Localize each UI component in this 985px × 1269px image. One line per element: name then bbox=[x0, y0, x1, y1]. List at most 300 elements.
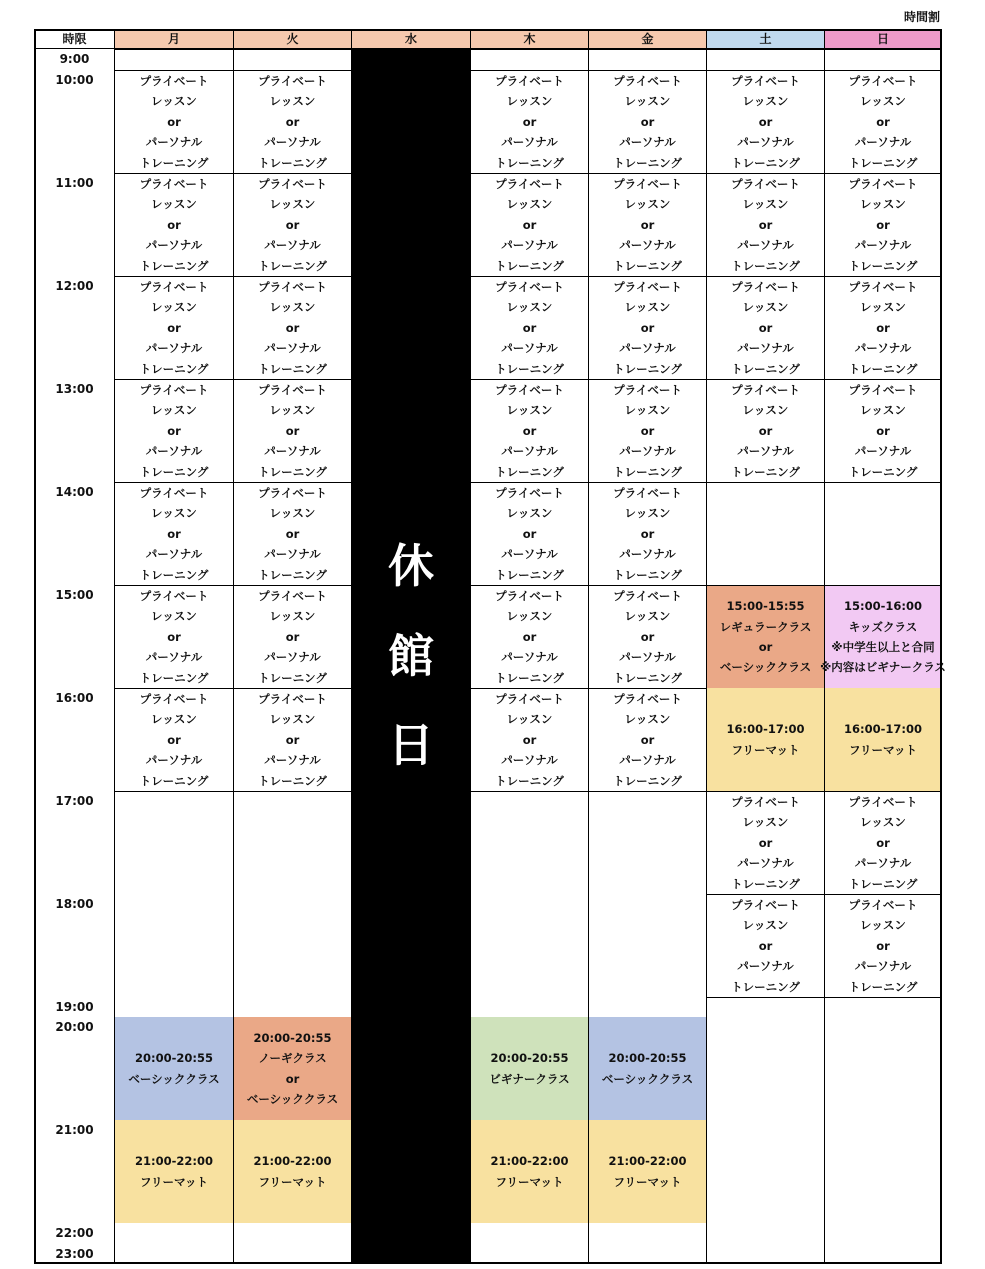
private-lesson-slot-line: プライベート bbox=[139, 588, 209, 603]
private-lesson-slot-line: トレーニング bbox=[258, 773, 327, 788]
header-day-1: 月 bbox=[114, 29, 233, 49]
private-lesson-slot-line: レッスン bbox=[742, 403, 789, 418]
class-20-slot-line: ノーギクラス bbox=[258, 1051, 327, 1066]
private-lesson-slot-line: レッスン bbox=[860, 300, 906, 315]
private-lesson-slot-line: パーソナル bbox=[145, 238, 203, 253]
closed-day-column-line: 館 bbox=[388, 628, 434, 683]
private-lesson-slot-line: パーソナル bbox=[501, 341, 558, 356]
private-lesson-slot-line: パーソナル bbox=[264, 238, 321, 253]
private-lesson-slot-line: レッスン bbox=[151, 94, 197, 109]
private-lesson-slot-line: トレーニング bbox=[848, 361, 918, 376]
private-lesson-slot-line: or bbox=[876, 938, 890, 953]
private-lesson-slot-line: トレーニング bbox=[731, 155, 800, 170]
private-lesson-slot-line: パーソナル bbox=[501, 650, 558, 665]
private-lesson-slot-line: パーソナル bbox=[854, 444, 912, 459]
private-lesson-slot-line: トレーニング bbox=[613, 567, 682, 582]
private-lesson-slot-line: レッスン bbox=[269, 94, 316, 109]
private-lesson-slot-line: or bbox=[285, 114, 300, 129]
private-lesson-slot bbox=[470, 379, 588, 482]
private-lesson-slot bbox=[470, 70, 588, 173]
private-lesson-slot-line: プライベート bbox=[613, 176, 682, 191]
free-mat-21-slot bbox=[233, 1120, 351, 1223]
private-lesson-slot-line: プライベート bbox=[848, 794, 918, 809]
empty-late-slot bbox=[588, 1223, 706, 1264]
empty-14-slot bbox=[824, 482, 942, 585]
private-lesson-slot-line: トレーニング bbox=[495, 155, 564, 170]
private-lesson-slot-line: パーソナル bbox=[145, 753, 203, 768]
private-lesson-slot-line: レッスン bbox=[624, 609, 671, 624]
kids-class-slot-line: キッズクラス bbox=[848, 619, 918, 634]
private-lesson-slot-line: or bbox=[640, 114, 655, 129]
kids-class-slot-line: ※中学生以上と合同 bbox=[831, 640, 935, 654]
private-lesson-slot-line: パーソナル bbox=[737, 959, 794, 974]
private-lesson-slot-line: パーソナル bbox=[264, 753, 321, 768]
private-lesson-slot-line: プライベート bbox=[258, 485, 327, 500]
private-lesson-slot-line: プライベート bbox=[258, 382, 327, 397]
private-lesson-slot-line: プライベート bbox=[731, 794, 800, 809]
private-lesson-slot-line: トレーニング bbox=[495, 361, 564, 376]
private-lesson-slot-line: or bbox=[522, 320, 537, 335]
private-lesson-slot bbox=[114, 173, 233, 276]
private-lesson-slot-line: パーソナル bbox=[619, 444, 676, 459]
empty-evening-slot bbox=[824, 997, 942, 1264]
private-lesson-slot-line: トレーニング bbox=[848, 876, 918, 891]
private-lesson-slot bbox=[114, 276, 233, 379]
private-lesson-slot-line: トレーニング bbox=[139, 670, 209, 685]
time-label-11: 20:00 bbox=[34, 1017, 114, 1120]
private-lesson-slot-line: パーソナル bbox=[854, 959, 912, 974]
private-lesson-slot-line: パーソナル bbox=[264, 650, 321, 665]
private-lesson-slot bbox=[824, 70, 942, 173]
private-lesson-slot-line: パーソナル bbox=[854, 135, 912, 150]
private-lesson-slot bbox=[706, 791, 824, 894]
private-lesson-slot-line: レッスン bbox=[151, 506, 197, 521]
private-lesson-slot-line: レッスン bbox=[506, 403, 553, 418]
private-lesson-slot-line: パーソナル bbox=[264, 135, 321, 150]
private-lesson-slot-line: トレーニング bbox=[848, 155, 918, 170]
private-lesson-slot-line: レッスン bbox=[151, 403, 197, 418]
closed-day-column bbox=[351, 49, 470, 1264]
time-label-10: 19:00 bbox=[34, 997, 114, 1017]
private-lesson-slot bbox=[824, 173, 942, 276]
free-mat-21-slot bbox=[470, 1120, 588, 1223]
class-20-slot bbox=[588, 1017, 706, 1120]
private-lesson-slot bbox=[824, 791, 942, 894]
private-lesson-slot-line: パーソナル bbox=[264, 547, 321, 562]
free-mat-21-slot-line: 21:00-22:00 bbox=[135, 1154, 213, 1169]
private-lesson-slot-line: プライベート bbox=[731, 279, 800, 294]
private-lesson-slot-line: トレーニング bbox=[613, 155, 682, 170]
private-lesson-slot-line: パーソナル bbox=[619, 135, 676, 150]
private-lesson-slot-line: トレーニング bbox=[258, 464, 327, 479]
private-lesson-slot-line: レッスン bbox=[506, 94, 553, 109]
private-lesson-slot-line: トレーニング bbox=[139, 258, 209, 273]
private-lesson-slot-line: レッスン bbox=[151, 197, 197, 212]
private-lesson-slot-line: トレーニング bbox=[495, 258, 564, 273]
empty-evening-slot bbox=[706, 997, 824, 1264]
header-day-2: 火 bbox=[233, 29, 351, 49]
free-mat-21-slot-line: 21:00-22:00 bbox=[608, 1154, 687, 1169]
private-lesson-slot-line: or bbox=[167, 526, 181, 541]
private-lesson-slot bbox=[470, 585, 588, 688]
private-lesson-slot-line: プライベート bbox=[731, 176, 800, 191]
private-lesson-slot-line: プライベート bbox=[139, 382, 209, 397]
private-lesson-slot-line: パーソナル bbox=[145, 444, 203, 459]
private-lesson-slot-line: パーソナル bbox=[145, 650, 203, 665]
private-lesson-slot-line: プライベート bbox=[258, 588, 327, 603]
private-lesson-slot-line: パーソナル bbox=[501, 238, 558, 253]
private-lesson-slot-line: プライベート bbox=[731, 73, 800, 88]
private-lesson-slot-line: or bbox=[758, 938, 773, 953]
private-lesson-slot-line: or bbox=[876, 423, 890, 438]
private-lesson-slot-line: or bbox=[640, 526, 655, 541]
time-label-4: 13:00 bbox=[34, 379, 114, 482]
time-label-0: 9:00 bbox=[34, 49, 114, 70]
private-lesson-slot-line: トレーニング bbox=[731, 979, 800, 994]
time-label-6: 15:00 bbox=[34, 585, 114, 688]
private-lesson-slot-line: or bbox=[522, 423, 537, 438]
private-lesson-slot-line: トレーニング bbox=[613, 670, 682, 685]
free-mat-21-slot bbox=[114, 1120, 233, 1223]
empty-late-slot bbox=[233, 1223, 351, 1264]
private-lesson-slot-line: or bbox=[285, 320, 300, 335]
private-lesson-slot-line: トレーニング bbox=[495, 773, 564, 788]
private-lesson-slot-line: or bbox=[522, 526, 537, 541]
private-lesson-slot-line: レッスン bbox=[151, 609, 197, 624]
private-lesson-slot-line: レッスン bbox=[269, 197, 316, 212]
private-lesson-slot bbox=[233, 482, 351, 585]
class-20-slot-line: 20:00-20:55 bbox=[490, 1051, 569, 1066]
private-lesson-slot-line: パーソナル bbox=[737, 444, 794, 459]
private-lesson-slot-line: トレーニング bbox=[139, 567, 209, 582]
private-lesson-slot-line: レッスン bbox=[742, 197, 789, 212]
private-lesson-slot-line: or bbox=[167, 423, 181, 438]
private-lesson-slot-line: or bbox=[876, 320, 890, 335]
class-20-slot-line: ベーシッククラス bbox=[246, 1091, 339, 1106]
private-lesson-slot-line: レッスン bbox=[506, 609, 553, 624]
private-lesson-slot bbox=[588, 173, 706, 276]
private-lesson-slot-line: パーソナル bbox=[501, 753, 558, 768]
empty-9-slot bbox=[233, 49, 351, 70]
private-lesson-slot-line: プライベート bbox=[613, 691, 682, 706]
private-lesson-slot bbox=[706, 379, 824, 482]
private-lesson-slot-line: or bbox=[640, 423, 655, 438]
private-lesson-slot bbox=[824, 894, 942, 997]
private-lesson-slot-line: プライベート bbox=[613, 485, 682, 500]
private-lesson-slot-line: トレーニング bbox=[258, 567, 327, 582]
private-lesson-slot-line: プライベート bbox=[139, 73, 209, 88]
private-lesson-slot-line: レッスン bbox=[624, 506, 671, 521]
private-lesson-slot-line: パーソナル bbox=[501, 444, 558, 459]
private-lesson-slot-line: パーソナル bbox=[737, 856, 794, 871]
private-lesson-slot bbox=[588, 482, 706, 585]
private-lesson-slot-line: レッスン bbox=[624, 712, 671, 727]
private-lesson-slot bbox=[233, 688, 351, 791]
private-lesson-slot-line: プライベート bbox=[495, 485, 564, 500]
time-label-8: 17:00 bbox=[34, 791, 114, 894]
private-lesson-slot-line: トレーニング bbox=[613, 258, 682, 273]
private-lesson-slot bbox=[233, 70, 351, 173]
private-lesson-slot-line: プライベート bbox=[848, 73, 918, 88]
private-lesson-slot-line: or bbox=[167, 320, 181, 335]
empty-9-slot bbox=[588, 49, 706, 70]
private-lesson-slot bbox=[114, 585, 233, 688]
private-lesson-slot bbox=[114, 688, 233, 791]
private-lesson-slot-line: or bbox=[167, 629, 181, 644]
private-lesson-slot bbox=[470, 173, 588, 276]
private-lesson-slot-line: プライベート bbox=[848, 382, 918, 397]
private-lesson-slot-line: プライベート bbox=[495, 691, 564, 706]
private-lesson-slot-line: パーソナル bbox=[619, 650, 676, 665]
private-lesson-slot-line: プライベート bbox=[848, 176, 918, 191]
empty-9-slot bbox=[114, 49, 233, 70]
private-lesson-slot-line: トレーニング bbox=[613, 361, 682, 376]
private-lesson-slot-line: トレーニング bbox=[731, 876, 800, 891]
regular-class-slot-line: レギュラークラス bbox=[719, 619, 812, 634]
regular-class-slot-line: ベーシッククラス bbox=[719, 660, 812, 675]
time-label-2: 11:00 bbox=[34, 173, 114, 276]
private-lesson-slot-line: レッスン bbox=[742, 300, 789, 315]
private-lesson-slot-line: レッスン bbox=[506, 197, 553, 212]
empty-evening-slot bbox=[114, 791, 233, 1017]
private-lesson-slot-line: トレーニング bbox=[139, 155, 209, 170]
private-lesson-slot-line: トレーニング bbox=[258, 361, 327, 376]
private-lesson-slot-line: レッスン bbox=[506, 300, 553, 315]
free-mat-21-slot-line: フリーマット bbox=[258, 1174, 327, 1189]
private-lesson-slot bbox=[706, 894, 824, 997]
private-lesson-slot-line: レッスン bbox=[269, 609, 316, 624]
free-mat-21-slot-line: フリーマット bbox=[613, 1174, 682, 1189]
class-20-slot bbox=[470, 1017, 588, 1120]
time-label-1: 10:00 bbox=[34, 70, 114, 173]
private-lesson-slot-line: or bbox=[285, 732, 300, 747]
time-label-5: 14:00 bbox=[34, 482, 114, 585]
header-day-4: 木 bbox=[470, 29, 588, 49]
private-lesson-slot-line: プライベート bbox=[139, 691, 209, 706]
time-label-12: 21:00 bbox=[34, 1120, 114, 1223]
private-lesson-slot-line: or bbox=[876, 217, 890, 232]
free-mat-16-slot bbox=[706, 688, 824, 791]
private-lesson-slot-line: レッスン bbox=[624, 403, 671, 418]
empty-late-slot bbox=[114, 1223, 233, 1264]
class-20-slot-line: ベーシッククラス bbox=[128, 1071, 220, 1086]
empty-9-slot bbox=[824, 49, 942, 70]
private-lesson-slot-line: パーソナル bbox=[854, 856, 912, 871]
private-lesson-slot-line: トレーニング bbox=[258, 155, 327, 170]
free-mat-16-slot-line: フリーマット bbox=[731, 742, 800, 757]
empty-evening-slot bbox=[233, 791, 351, 1017]
class-20-slot-line: 20:00-20:55 bbox=[253, 1030, 332, 1045]
empty-9-slot bbox=[706, 49, 824, 70]
private-lesson-slot-line: レッスン bbox=[151, 300, 197, 315]
time-label-13: 22:00 bbox=[34, 1223, 114, 1244]
private-lesson-slot-line: トレーニング bbox=[848, 979, 918, 994]
private-lesson-slot-line: or bbox=[640, 732, 655, 747]
private-lesson-slot-line: パーソナル bbox=[854, 341, 912, 356]
private-lesson-slot-line: プライベート bbox=[258, 691, 327, 706]
class-20-slot-line: or bbox=[285, 1071, 300, 1086]
time-label-14: 23:00 bbox=[34, 1244, 114, 1264]
class-20-slot-line: ベーシッククラス bbox=[601, 1071, 694, 1086]
private-lesson-slot-line: プライベート bbox=[258, 279, 327, 294]
private-lesson-slot-line: レッスン bbox=[860, 197, 906, 212]
private-lesson-slot-line: or bbox=[167, 732, 181, 747]
class-20-slot-line: 20:00-20:55 bbox=[608, 1051, 687, 1066]
private-lesson-slot bbox=[588, 379, 706, 482]
private-lesson-slot-line: プライベート bbox=[731, 897, 800, 912]
private-lesson-slot-line: or bbox=[758, 835, 773, 850]
private-lesson-slot-line: or bbox=[285, 423, 300, 438]
private-lesson-slot-line: パーソナル bbox=[501, 547, 558, 562]
private-lesson-slot-line: レッスン bbox=[860, 94, 906, 109]
free-mat-21-slot-line: フリーマット bbox=[139, 1174, 209, 1189]
private-lesson-slot bbox=[114, 379, 233, 482]
private-lesson-slot-line: or bbox=[640, 217, 655, 232]
private-lesson-slot-line: or bbox=[167, 217, 181, 232]
private-lesson-slot-line: パーソナル bbox=[737, 135, 794, 150]
class-20-slot bbox=[233, 1017, 351, 1120]
header-day-7: 日 bbox=[824, 29, 942, 49]
private-lesson-slot-line: or bbox=[876, 114, 890, 129]
private-lesson-slot-line: プライベート bbox=[495, 588, 564, 603]
private-lesson-slot-line: プライベート bbox=[613, 279, 682, 294]
private-lesson-slot-line: レッスン bbox=[860, 918, 906, 933]
private-lesson-slot-line: トレーニング bbox=[139, 773, 209, 788]
private-lesson-slot-line: トレーニング bbox=[613, 464, 682, 479]
private-lesson-slot-line: or bbox=[285, 526, 300, 541]
free-mat-16-slot bbox=[824, 688, 942, 791]
private-lesson-slot-line: レッスン bbox=[742, 94, 789, 109]
private-lesson-slot-line: レッスン bbox=[860, 403, 906, 418]
private-lesson-slot bbox=[233, 585, 351, 688]
private-lesson-slot bbox=[114, 70, 233, 173]
kids-class-slot-line: 15:00-16:00 bbox=[844, 599, 922, 614]
kids-class-slot bbox=[820, 585, 946, 688]
free-mat-16-slot-line: 16:00-17:00 bbox=[844, 722, 922, 737]
private-lesson-slot-line: トレーニング bbox=[495, 567, 564, 582]
private-lesson-slot-line: or bbox=[640, 629, 655, 644]
private-lesson-slot-line: レッスン bbox=[742, 815, 789, 830]
regular-class-slot-line: 15:00-15:55 bbox=[726, 599, 805, 614]
private-lesson-slot-line: プライベート bbox=[731, 382, 800, 397]
private-lesson-slot-line: レッスン bbox=[269, 712, 316, 727]
private-lesson-slot bbox=[706, 276, 824, 379]
private-lesson-slot-line: パーソナル bbox=[854, 238, 912, 253]
private-lesson-slot-line: トレーニング bbox=[848, 258, 918, 273]
private-lesson-slot-line: レッスン bbox=[624, 94, 671, 109]
free-mat-21-slot-line: 21:00-22:00 bbox=[490, 1154, 569, 1169]
private-lesson-slot-line: プライベート bbox=[613, 73, 682, 88]
empty-9-slot bbox=[470, 49, 588, 70]
header-day-5: 金 bbox=[588, 29, 706, 49]
private-lesson-slot bbox=[588, 70, 706, 173]
private-lesson-slot-line: トレーニング bbox=[613, 773, 682, 788]
header-day-3: 水 bbox=[351, 29, 470, 49]
private-lesson-slot-line: レッスン bbox=[624, 197, 671, 212]
class-20-slot-line: 20:00-20:55 bbox=[135, 1051, 213, 1066]
private-lesson-slot bbox=[470, 276, 588, 379]
private-lesson-slot-line: プライベート bbox=[495, 73, 564, 88]
private-lesson-slot bbox=[470, 482, 588, 585]
private-lesson-slot-line: or bbox=[522, 732, 537, 747]
private-lesson-slot-line: レッスン bbox=[151, 712, 197, 727]
private-lesson-slot-line: or bbox=[640, 320, 655, 335]
private-lesson-slot bbox=[588, 585, 706, 688]
private-lesson-slot-line: レッスン bbox=[742, 918, 789, 933]
private-lesson-slot bbox=[706, 70, 824, 173]
private-lesson-slot bbox=[824, 276, 942, 379]
private-lesson-slot bbox=[588, 688, 706, 791]
header-time-col: 時限 bbox=[34, 29, 114, 49]
private-lesson-slot-line: or bbox=[522, 114, 537, 129]
private-lesson-slot-line: トレーニング bbox=[495, 464, 564, 479]
kids-class-slot-line: ※内容はビギナークラス bbox=[820, 660, 946, 675]
private-lesson-slot-line: トレーニング bbox=[258, 258, 327, 273]
private-lesson-slot-line: or bbox=[285, 217, 300, 232]
private-lesson-slot-line: or bbox=[758, 423, 773, 438]
private-lesson-slot-line: パーソナル bbox=[264, 341, 321, 356]
private-lesson-slot-line: レッスン bbox=[860, 815, 906, 830]
private-lesson-slot bbox=[233, 173, 351, 276]
private-lesson-slot-line: パーソナル bbox=[145, 341, 203, 356]
header-day-6: 土 bbox=[706, 29, 824, 49]
private-lesson-slot bbox=[706, 173, 824, 276]
free-mat-16-slot-line: 16:00-17:00 bbox=[726, 722, 805, 737]
private-lesson-slot-line: プライベート bbox=[139, 485, 209, 500]
private-lesson-slot-line: パーソナル bbox=[619, 547, 676, 562]
private-lesson-slot-line: プライベート bbox=[258, 73, 327, 88]
private-lesson-slot-line: レッスン bbox=[506, 506, 553, 521]
private-lesson-slot-line: プライベート bbox=[139, 176, 209, 191]
private-lesson-slot-line: プライベート bbox=[495, 176, 564, 191]
private-lesson-slot-line: レッスン bbox=[269, 300, 316, 315]
class-20-slot-line: ビギナークラス bbox=[489, 1071, 570, 1086]
private-lesson-slot-line: トレーニング bbox=[139, 464, 209, 479]
empty-14-slot bbox=[706, 482, 824, 585]
private-lesson-slot-line: or bbox=[522, 217, 537, 232]
private-lesson-slot-line: トレーニング bbox=[848, 464, 918, 479]
free-mat-21-slot-line: 21:00-22:00 bbox=[253, 1154, 332, 1169]
private-lesson-slot-line: パーソナル bbox=[619, 238, 676, 253]
empty-evening-slot bbox=[588, 791, 706, 1017]
private-lesson-slot-line: トレーニング bbox=[495, 670, 564, 685]
private-lesson-slot-line: レッスン bbox=[506, 712, 553, 727]
private-lesson-slot bbox=[114, 482, 233, 585]
private-lesson-slot-line: プライベート bbox=[495, 279, 564, 294]
private-lesson-slot-line: レッスン bbox=[624, 300, 671, 315]
private-lesson-slot-line: プライベート bbox=[495, 382, 564, 397]
private-lesson-slot bbox=[233, 276, 351, 379]
free-mat-16-slot-line: フリーマット bbox=[848, 742, 918, 757]
private-lesson-slot-line: or bbox=[758, 320, 773, 335]
private-lesson-slot bbox=[824, 379, 942, 482]
private-lesson-slot-line: パーソナル bbox=[145, 135, 203, 150]
closed-day-column-line: 日 bbox=[388, 718, 434, 773]
private-lesson-slot-line: プライベート bbox=[258, 176, 327, 191]
free-mat-21-slot bbox=[588, 1120, 706, 1223]
private-lesson-slot-line: パーソナル bbox=[264, 444, 321, 459]
regular-class-slot-line: or bbox=[758, 640, 773, 654]
private-lesson-slot-line: パーソナル bbox=[501, 135, 558, 150]
private-lesson-slot-line: プライベート bbox=[139, 279, 209, 294]
private-lesson-slot-line: トレーニング bbox=[731, 464, 800, 479]
private-lesson-slot-line: プライベート bbox=[613, 588, 682, 603]
private-lesson-slot-line: パーソナル bbox=[145, 547, 203, 562]
closed-day-column-line: 休 bbox=[388, 538, 434, 593]
time-label-9: 18:00 bbox=[34, 894, 114, 997]
sheet-title: 時間割 bbox=[903, 10, 940, 24]
private-lesson-slot-line: パーソナル bbox=[619, 753, 676, 768]
